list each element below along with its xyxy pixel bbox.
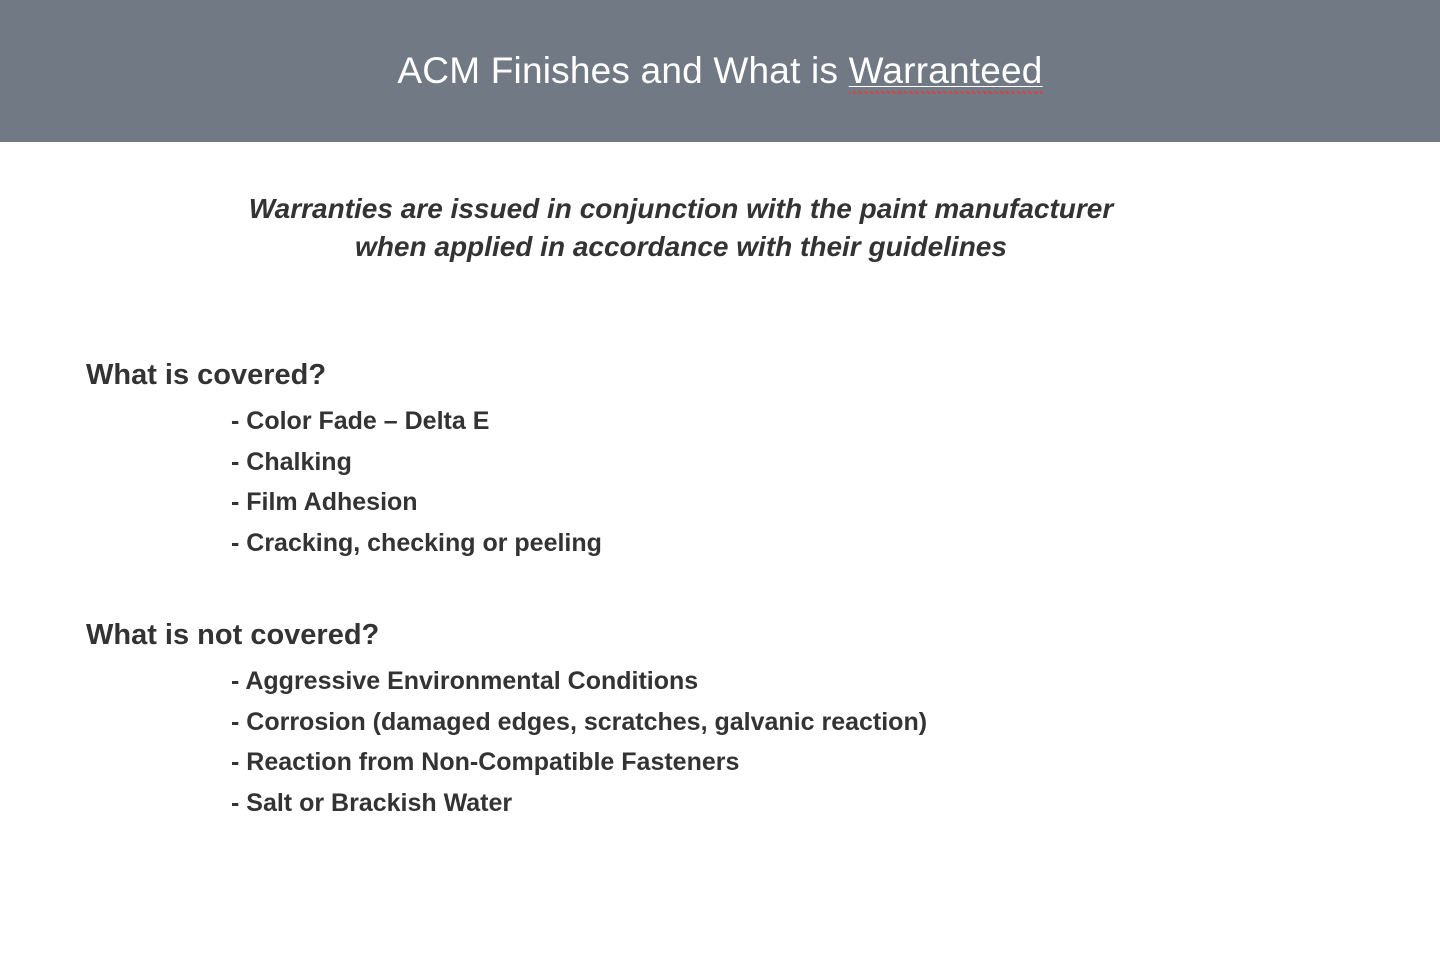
slide-body	[0, 142, 1440, 980]
list-item: - Corrosion (damaged edges, scratches, galvanic reaction)	[231, 707, 928, 736]
section-covered-heading: What is covered?	[86, 359, 327, 391]
list-item: - Cracking, checking or peeling	[231, 528, 602, 557]
list-item: - Salt or Brackish Water	[231, 788, 513, 817]
section-not-covered	[86, 617, 927, 823]
section-covered-list	[86, 401, 602, 563]
page-title-prefix: ACM Finishes and What is	[397, 50, 849, 91]
page-title	[397, 50, 1042, 92]
list-item: - Color Fade – Delta E	[231, 407, 490, 436]
lead-line-1: Warranties are issued in conjunction with the paint manufacturer	[248, 193, 1114, 224]
section-covered	[86, 357, 602, 563]
section-not-covered-list	[86, 661, 927, 823]
list-item: - Film Adhesion	[231, 488, 418, 517]
list-item: - Reaction from Non-Compatible Fasteners	[231, 748, 740, 777]
slide-title-bar	[0, 0, 1440, 142]
section-not-covered-heading: What is not covered?	[86, 619, 380, 651]
lead-statement	[86, 190, 1276, 266]
list-item: - Aggressive Environmental Conditions	[231, 667, 699, 696]
list-item: - Chalking	[231, 447, 352, 476]
misspelled-word: Warranteed	[848, 50, 1043, 91]
lead-line-2: when applied in accordance with their guidelines	[355, 230, 1007, 262]
